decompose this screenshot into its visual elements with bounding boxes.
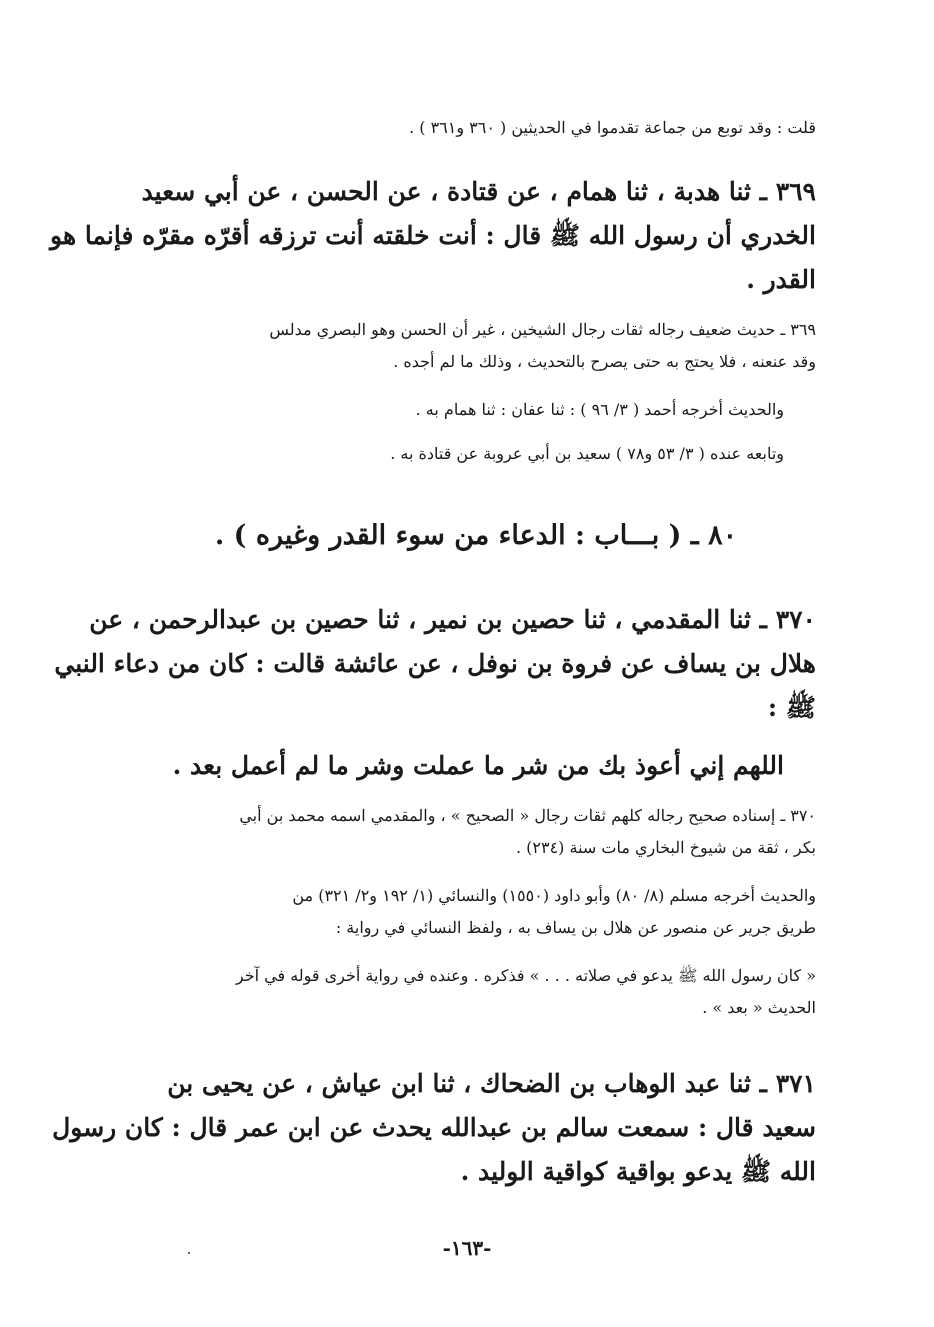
hadith-370 <box>54 598 816 730</box>
text-line: والحديث أخرجه مسلم (٨/ ٨٠) وأبو داود (١٥٥٠) والنسائي (١/ ١٩٢ و٢/ ٣٢١) من <box>292 886 816 905</box>
text-line: سعيد قال : سمعت سالم بن عبدالله يحدث عن ابن عمر قال : كان رسول <box>52 1113 816 1142</box>
text-line: هلال بن يساف عن فروة بن نوفل ، عن عائشة قالت : كان من دعاء النبي <box>54 649 816 678</box>
text-line: ﷺ : <box>767 693 816 722</box>
text-line: « كان رسول الله ﷺ يدعو في صلاته . . . » فذكره . وعنده في رواية أخرى قوله في آخر <box>235 966 816 985</box>
text-line: ٣٧٠ ـ إسناده صحيح رجاله كلهم ثقات رجال « الصحيح » ، والمقدمي اسمه محمد بن أبي <box>239 806 816 825</box>
commentary-369 <box>136 314 816 378</box>
text-line: ٣٧١ ـ ثنا عبد الوهاب بن الضحاك ، ثنا ابن عياش ، عن يحيى بن <box>167 1069 816 1098</box>
text-line: ٣٧٠ ـ ثنا المقدمي ، ثنا حصين بن نمير ، ثنا حصين بن عبدالرحمن ، عن <box>89 605 816 634</box>
text-line: ٣٦٩ ـ حديث ضعيف رجاله ثقات رجال الشيخين ، غير أن الحسن وهو البصري مدلس <box>269 320 816 339</box>
hadith-370-supplication <box>136 744 816 788</box>
commentary-370 <box>136 800 816 864</box>
text-line: الله ﷺ يدعو بواقية كواقية الوليد . <box>460 1157 816 1186</box>
hadith-371 <box>52 1062 816 1194</box>
text-line: بكر ، ثقة من شيوخ البخاري مات سنة (٢٣٤) . <box>515 838 816 857</box>
text-line: وتابعه عنده ( ٣/ ٥٣ و٧٨ ) سعيد بن أبي عروبة عن قتادة به . <box>390 444 784 463</box>
scan-speck <box>188 1252 190 1254</box>
text-line: الحديث « بعد » . <box>702 998 816 1017</box>
text-line: ٣٦٩ ـ ثنا هدبة ، ثنا همام ، عن قتادة ، عن الحسن ، عن أبي سعيد <box>141 177 816 206</box>
text-line: القدر . <box>746 265 816 294</box>
text-line: وقد عنعنه ، فلا يحتج به حتى يصرح بالتحديث ، وذلك ما لم أجده . <box>393 352 816 371</box>
text-line: والحديث أخرجه أحمد ( ٣/ ٩٦ ) : ثنا عفان : ثنا همام به . <box>415 400 784 419</box>
note-paragraph-intro <box>136 112 816 144</box>
page-number: -١٦٣- <box>442 1236 492 1260</box>
commentary-369-followup <box>136 438 816 470</box>
commentary-370-sources <box>136 880 816 944</box>
commentary-369-sources <box>136 394 816 426</box>
text-line: قلت : وقد توبع من جماعة تقدموا في الحديثين ( ٣٦٠ و٣٦١ ) . <box>409 118 816 137</box>
hadith-369 <box>50 170 816 302</box>
text-line: اللهم إني أعوذ بك من شر ما عملت وشر ما لم أعمل بعد . <box>172 751 784 780</box>
text-line: الخدري أن رسول الله ﷺ قال : أنت خلقته أنت ترزقه أقرّه مقرّه فإنما هو <box>50 221 816 250</box>
text-line: طريق جرير عن منصور عن هلال بن يساف به ، ولفظ النسائي في رواية : <box>335 918 816 937</box>
chapter-heading: ٨٠ ـ ( بـــاب : الدعاء من سوء القدر وغيره ) . <box>214 520 738 551</box>
commentary-370-wording <box>136 960 816 1024</box>
